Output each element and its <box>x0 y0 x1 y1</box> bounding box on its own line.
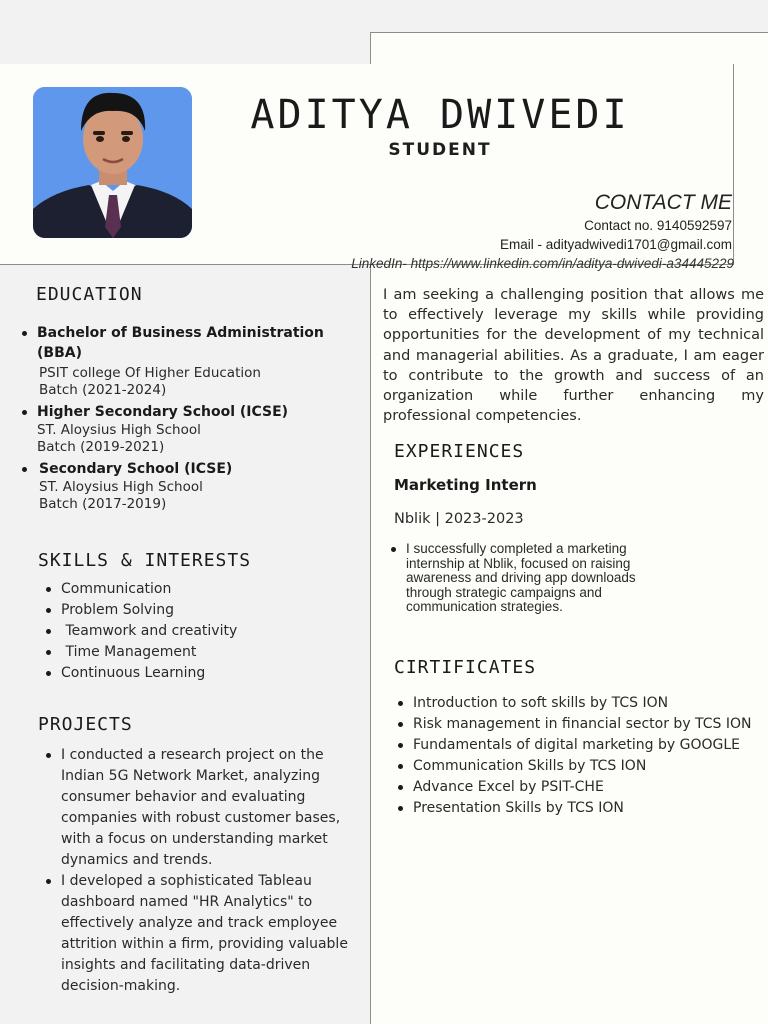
skills-list <box>61 579 361 684</box>
education-batch: Batch (2019-2021) <box>37 438 165 455</box>
contact-title: CONTACT ME <box>594 191 732 214</box>
education-degree: Bachelor of Business Administration (BBA) <box>37 325 324 361</box>
certificate-item: Introduction to soft skills by TCS ION <box>413 693 753 714</box>
contact-email[interactable]: Email - adityadwivedi1701@gmail.com <box>499 237 732 252</box>
candidate-role: STUDENT <box>388 140 492 160</box>
skill-item: Communication <box>61 579 361 600</box>
certificate-item: Presentation Skills by TCS ION <box>413 798 753 819</box>
career-objective: I am seeking a challenging position that allows me to effectively leverage my skills while providing opportunities for the development of my technical and managerial abilities. As a graduate, I am eager to contribute to the growth and success of an organization while further enhancing my professional competencies. <box>383 287 764 425</box>
projects-list <box>61 745 361 997</box>
project-item: I conducted a research project on the Indian 5G Network Market, analyzing consumer behavior and evaluating companies with robust customer bases, with a focus on understanding market dynamics and trends. <box>61 745 361 871</box>
profile-photo-illustration <box>33 87 192 238</box>
skills-title: SKILLS & INTERESTS <box>38 550 252 571</box>
education-school: ST. Aloysius High School <box>37 422 201 438</box>
skill-item: Continuous Learning <box>61 663 361 684</box>
education-degree: Higher Secondary School (ICSE) <box>37 404 289 420</box>
education-batch: Batch (2017-2019) <box>39 495 167 512</box>
education-item <box>37 459 367 512</box>
education-degree: Secondary School (ICSE) <box>39 461 233 477</box>
education-title: EDUCATION <box>36 284 143 305</box>
experience-list <box>406 542 676 615</box>
candidate-name: ADITYA DWIVEDI <box>250 92 630 138</box>
education-item <box>37 402 367 455</box>
contact-block <box>351 190 732 273</box>
projects-title: PROJECTS <box>38 714 133 735</box>
experience-title: EXPERIENCES <box>394 441 525 462</box>
education-item <box>37 323 367 398</box>
education-school: PSIT college Of Higher Education <box>39 365 261 381</box>
contact-linkedin[interactable]: LinkedIn- https://www.linkedin.com/in/aditya-dwivedi-a34445229 <box>351 256 734 271</box>
education-list <box>37 323 367 512</box>
skill-item: Teamwork and creativity <box>61 621 361 642</box>
certificate-item: Communication Skills by TCS ION <box>413 756 753 777</box>
skill-item: Problem Solving <box>61 600 361 621</box>
job-company-dates: Nblik | 2023-2023 <box>394 511 524 527</box>
certificates-list <box>413 693 753 819</box>
experience-item: I successfully completed a marketing internship at Nblik, focused on raising awareness and driving app downloads through strategic campaigns and communication strategies. <box>406 542 676 615</box>
education-batch: Batch (2021-2024) <box>39 381 167 398</box>
education-school: ST. Aloysius High School <box>39 479 203 495</box>
certificate-item: Advance Excel by PSIT-CHE <box>413 777 753 798</box>
contact-phone: Contact no. 9140592597 <box>584 218 732 233</box>
certificate-item: Risk management in financial sector by TCS ION <box>413 714 753 735</box>
profile-photo <box>33 87 192 238</box>
skill-item: Time Management <box>61 642 361 663</box>
certificates-title: CIRTIFICATES <box>394 657 537 678</box>
certificate-item: Fundamentals of digital marketing by GOOGLE <box>413 735 753 756</box>
job-title: Marketing Intern <box>394 476 537 494</box>
project-item: I developed a sophisticated Tableau dashboard named "HR Analytics" to effectively analyze and track employee attrition within a firm, providing valuable insights and facilitating data-driven decision-making. <box>61 871 361 997</box>
